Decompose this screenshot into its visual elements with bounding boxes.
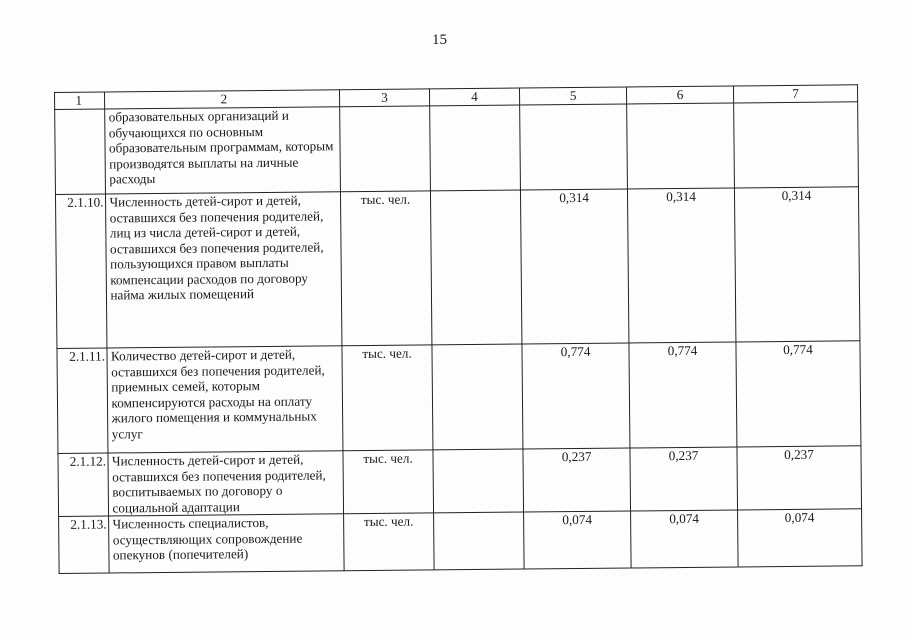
row-number [55, 109, 106, 194]
value-col-5: 0,237 [523, 448, 631, 512]
row-number: 2.1.11. [57, 348, 108, 453]
value-col-7: 0,074 [738, 509, 863, 567]
value-col-7 [734, 102, 859, 188]
unit-cell: тыс. чел. [344, 513, 434, 571]
header-col-3: 3 [340, 89, 430, 107]
indicator-name: Численность детей-сирот и детей, оставшихся без попечения родителей, лиц из числа детей-сирот и детей, оставшихся без попечения родителей, пользующихся правом выплаты компенсации расходов по договору найма жилых помещений [106, 192, 342, 348]
value-col-6: 0,314 [628, 188, 736, 343]
value-col-5: 0,074 [524, 511, 631, 569]
value-col-4 [433, 512, 524, 570]
value-col-5 [520, 104, 628, 190]
value-col-5: 0,774 [522, 343, 630, 449]
page-number: 15 [432, 32, 447, 48]
header-col-5: 5 [520, 87, 627, 105]
value-col-4 [433, 449, 524, 513]
header-col-2: 2 [105, 90, 340, 109]
value-col-6: 0,237 [630, 447, 738, 511]
value-col-4 [430, 190, 522, 345]
unit-cell: тыс. чел. [342, 345, 433, 451]
value-col-6: 0,774 [629, 342, 737, 448]
indicator-name: Численность детей-сирот и детей, оставшихся без попечения родителей, воспитываемых по договору о социальной адаптации [108, 451, 343, 516]
unit-cell: тыс. чел. [343, 450, 433, 514]
row-number: 2.1.10. [55, 194, 107, 348]
indicators-table [54, 84, 863, 574]
value-col-7: 0,774 [736, 341, 861, 447]
value-col-6 [627, 103, 735, 189]
row-number: 2.1.12. [58, 453, 109, 516]
unit-cell [340, 106, 430, 192]
value-col-4 [432, 344, 523, 450]
table-row [57, 341, 861, 454]
unit-cell: тыс. чел. [341, 191, 432, 346]
value-col-5: 0,314 [521, 189, 629, 344]
header-col-1: 1 [55, 92, 106, 109]
table-row [58, 446, 862, 517]
indicator-name: Количество детей-сирот и детей, оставшихся без попечения родителей, приемных семей, которым компенсируются расходы на оплату жилого помещения и коммунальных услуг [107, 346, 343, 453]
header-col-7: 7 [733, 85, 857, 103]
value-col-4 [429, 105, 520, 191]
value-col-7: 0,237 [737, 446, 862, 510]
value-col-6: 0,074 [631, 510, 738, 568]
table-row [55, 102, 859, 195]
table-row [59, 509, 863, 574]
indicator-name: образовательных организаций и обучающихся по основным образовательным программам, которым производятся выплаты на личные расходы [105, 107, 341, 194]
header-col-4: 4 [429, 88, 520, 106]
table-row [55, 187, 859, 349]
header-col-6: 6 [627, 86, 734, 104]
row-number: 2.1.13. [59, 516, 110, 573]
indicator-name: Численность специалистов, осуществляющих сопровождение опекунов (попечителей) [109, 514, 344, 573]
value-col-7: 0,314 [734, 187, 860, 342]
